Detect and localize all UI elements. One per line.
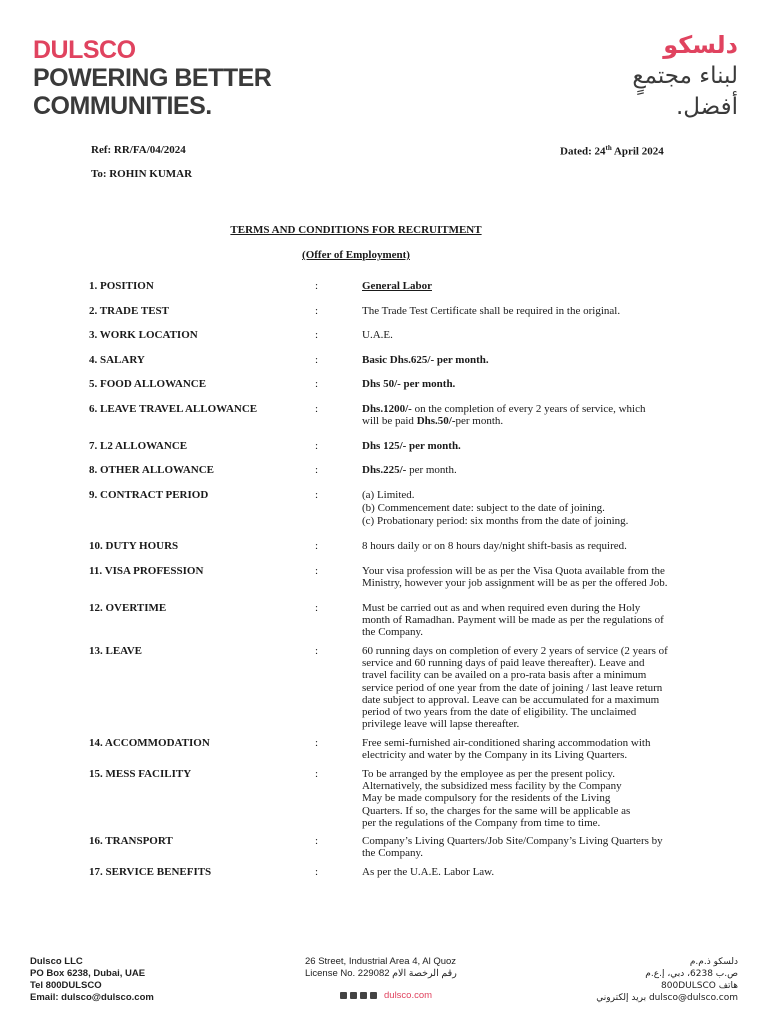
footer-company: Dulsco LLC [30,956,83,967]
term-value: Dhs 50/- per month. [362,378,456,390]
brand-tagline-1: POWERING BETTER [33,64,272,92]
term-label: 9. CONTRACT PERIOD [89,489,209,501]
term-label: 12. OVERTIME [89,602,167,614]
date-prefix: Dated: 24 [560,145,606,158]
term-label: 10. DUTY HOURS [89,540,179,552]
value-text: on the completion of every 2 years of service, which will be paid [362,403,646,428]
value-text: per month. [406,464,457,476]
term-label: 5. FOOD ALLOWANCE [89,378,207,390]
value-amount: Dhs.50/- [416,415,456,428]
term-label: 16. TRANSPORT [89,835,173,847]
term-label: 15. MESS FACILITY [89,768,192,780]
footer-email-ar: dulsco@dulsco.com بريد إلكتروني [596,993,738,1003]
term-value: 8 hours daily or on 8 hours day/night shift-basis as required. [362,540,627,552]
footer-po-box: PO Box 6238, Dubai, UAE [30,968,146,979]
date-month-year: April 2024 [611,145,664,158]
footer-tel: Tel 800DULSCO [30,980,102,991]
term-value: Company’s Living Quarters/Job Site/Company’s Living Quarters by the Company. [362,835,663,860]
brand-name-ar: دلسكو [663,31,738,59]
document-subtitle: (Offer of Employment) [302,249,410,261]
term-label: 13. LEAVE [89,645,142,657]
term-value: U.A.E. [362,329,393,341]
term-colon: : [315,440,319,452]
footer-company-ar: دلسكو ذ.م.م [689,957,738,967]
term-colon: : [315,737,319,749]
term-colon: : [315,645,319,657]
footer-contact-en [30,956,154,1004]
term-colon: : [315,464,319,476]
term-colon: : [315,354,319,366]
brand-logo-ar [632,30,738,123]
term-value: Basic Dhs.625/- per month. [362,354,489,366]
value-amount: Dhs.1200/- [362,403,412,415]
term-colon: : [315,403,319,415]
term-value: Your visa profession will be as per the Visa Quota available from the Ministry, however your job assignment will be as per the offered Job. [362,565,668,590]
term-value [362,464,662,476]
term-colon: : [315,305,319,317]
term-label: 17. SERVICE BENEFITS [89,866,212,878]
footer-po-ar: ص.ب 6238، دبي، إ.ع.م [645,969,738,979]
footer-street: 26 Street, Industrial Area 4, Al Quoz [305,956,457,967]
brand-logo-en [33,36,271,120]
term-label: 7. L2 ALLOWANCE [89,440,188,452]
term-colon: : [315,565,319,577]
term-label: 4. SALARY [89,354,145,366]
brand-name: DULSCO [33,36,136,64]
brand-tagline-ar-1: لبناء مجتمعٍ [632,63,738,89]
term-label: 8. OTHER ALLOWANCE [89,464,214,476]
document-title: TERMS AND CONDITIONS FOR RECRUITMENT [230,224,482,236]
term-value: Dhs 125/- per month. [362,440,461,452]
footer-tel-ar: هاتف 800DULSCO [661,981,738,991]
footer-email: Email: dulsco@dulsco.com [30,992,154,1003]
term-label: 3. WORK LOCATION [89,329,198,341]
brand-tagline-ar-2: أفضل. [675,94,738,120]
term-value [362,403,662,427]
term-value: To be arranged by the employee as per the present policy. Alternatively, the subsidized mess facility by the Company May be made compulsory for the residents of the Living Quarters. If so, the charges for the same will be applicable as per the regulations of the Company from time to time. [362,768,631,829]
instagram-icon[interactable] [350,992,357,999]
term-label: 11. VISA PROFESSION [89,565,204,577]
term-label: 1. POSITION [89,280,154,292]
term-value: General Labor [362,280,432,292]
facebook-icon[interactable] [360,992,367,999]
term-value: 60 running days on completion of every 2 years of service (2 years of service and 60 running days of paid leave thereafter). Leave and travel facility can be availed on a pro-rata basis after a minimum service period of one year from the date of joining / last leave return date subject to approval. Leave can be accumulated for a maximum period of two years from the date of eligibility. The unclaimed privilege leave will lapse thereafter. [362,645,668,731]
term-label: 2. TRADE TEST [89,305,169,317]
term-label: 6. LEAVE TRAVEL ALLOWANCE [89,403,258,415]
term-colon: : [315,540,319,552]
term-value: As per the U.A.E. Labor Law. [362,866,495,878]
term-colon: : [315,489,319,501]
footer-address [305,956,457,980]
value-text: per month. [455,415,504,428]
footer-contact-ar [596,956,738,1004]
term-colon: : [315,768,319,780]
term-colon: : [315,280,319,292]
letter-date [560,144,664,158]
term-colon: : [315,378,319,390]
linkedin-icon[interactable] [340,992,347,999]
date-suffix-sup: th [605,144,612,152]
term-value: Free semi-furnished air-conditioned sharing accommodation with electricity and water by the Company in its Living Quarters. [362,737,651,762]
website-link[interactable]: dulsco.com [384,990,433,1001]
term-value: The Trade Test Certificate shall be required in the original. [362,305,621,317]
term-colon: : [315,329,319,341]
term-label: 14. ACCOMMODATION [89,737,210,749]
reference-number: Ref: RR/FA/04/2024 [91,144,186,156]
term-value: Must be carried out as and when required even during the Holy month of Ramadhan. Payment will be made as per the regulations of the Company. [362,602,664,639]
recipient: To: ROHIN KUMAR [91,168,193,180]
footer-license: License No. 229082 رقم الرخصة الام [305,968,457,979]
brand-tagline-2: COMMUNITIES. [33,92,212,120]
term-colon: : [315,835,319,847]
value-amount: Dhs.225/- [362,464,407,476]
term-colon: : [315,866,319,878]
social-links [340,990,432,1001]
twitter-icon[interactable] [370,992,377,999]
term-colon: : [315,602,319,614]
term-value: (a) Limited. (b) Commencement date: subject to the date of joining. (c) Probationary period: six months from the date of joining. [362,489,629,527]
